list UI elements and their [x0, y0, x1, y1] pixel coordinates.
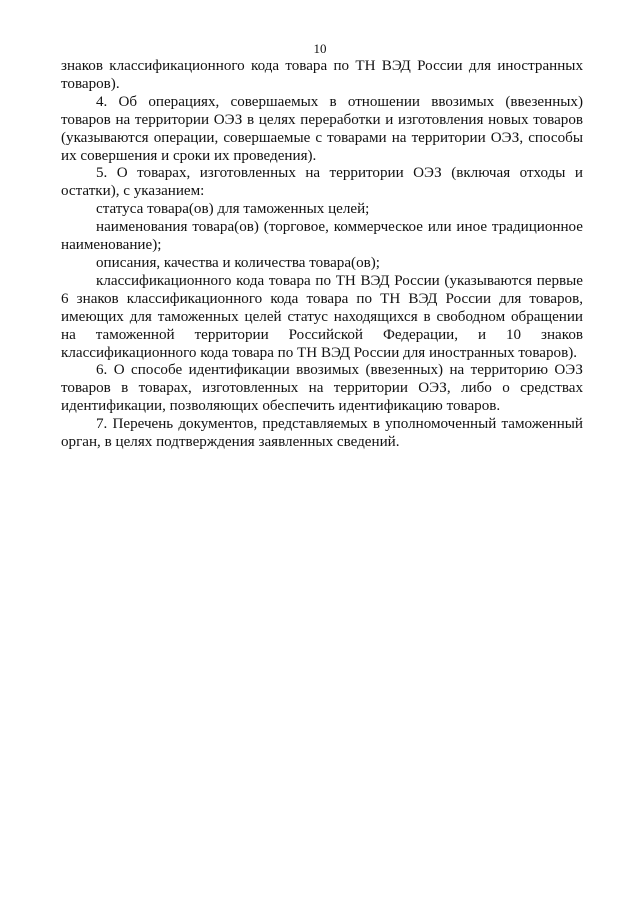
document-body — [61, 58, 583, 452]
paragraph-item-7-documents: 7. Перечень документов, представляемых в уполномоченный таможенный орган, в целях подтверждения заявленных сведений. — [61, 416, 583, 451]
paragraph-continuation: знаков классификационного кода товара по ТН ВЭД России для иностранных товаров). — [61, 58, 583, 92]
paragraph-name: наименования товара(ов) (торговое, коммерческое или иное традиционное наименование); — [61, 219, 583, 254]
paragraph-status: статуса товара(ов) для таможенных целей; — [96, 201, 370, 218]
paragraph-description: описания, качества и количества товара(ов); — [96, 254, 380, 271]
paragraph-item-4-operations: 4. Об операциях, совершаемых в отношении ввозимых (ввезенных) товаров на территории ОЭЗ в целях переработки и изготовления новых товаров (указываются операции, совершаемые с товарами на территории ОЭЗ, способы их совершения и сроки их проведения). — [61, 93, 583, 164]
paragraph-item-6-identification: 6. О способе идентификации ввозимых (ввезенных) на территорию ОЭЗ товаров в товарах, изготовленных на территории ОЭЗ, либо о средствах идентификации, позволяющих обеспечить идентификацию товаров. — [61, 362, 583, 415]
paragraph-classification-code: классификационного кода товара по ТН ВЭД России (указываются первые 6 знаков классификационного кода товара по ТН ВЭД России для товаров, имеющих для таможенных целей статус находящихся в свободном обращении на таможенной территории Российской Федерации, и 10 знаков классификационного кода товара по ТН ВЭД России для иностранных товаров). — [61, 272, 583, 361]
page-number: 10 — [313, 41, 327, 56]
paragraph-item-5-goods: 5. О товарах, изготовленных на территории ОЭЗ (включая отходы и остатки), с указанием: — [61, 165, 583, 200]
